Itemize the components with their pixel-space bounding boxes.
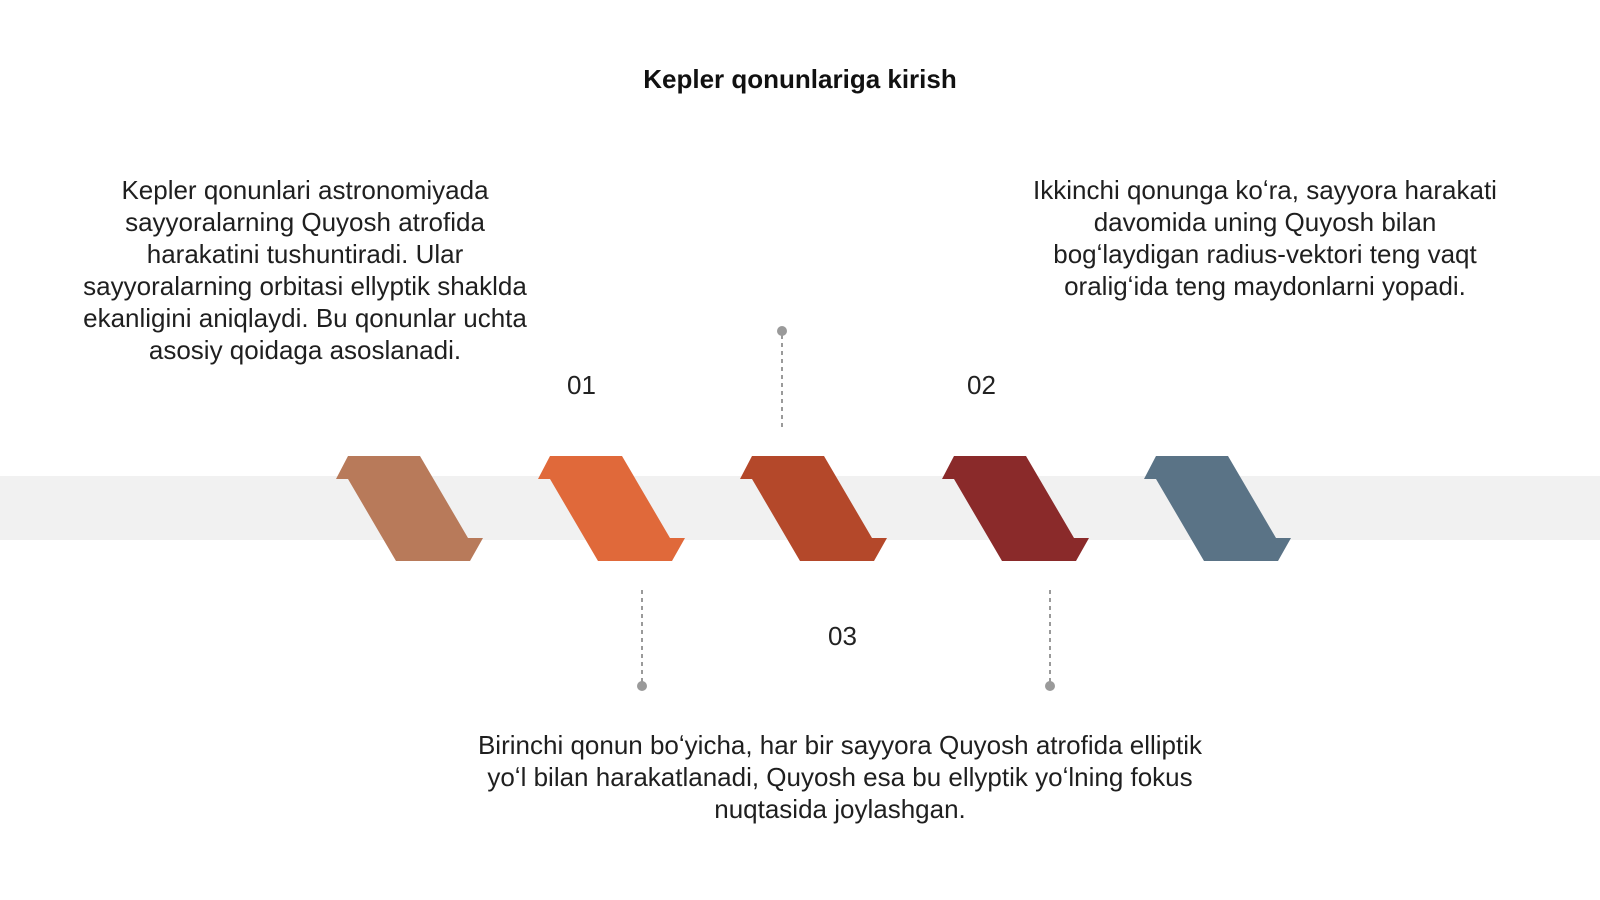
text-block-right: Ikkinchi qonunga koʻra, sayyora harakati davomida uning Quyosh bilan bogʻlaydigan radius-vektori teng vaqt oraligʻida teng maydonlarni yopadi. [1033,175,1497,301]
text-block-bottom: Birinchi qonun boʻyicha, har bir sayyora Quyosh atrofida elliptik yoʻl bilan harakatlanadi, Quyosh esa bu ellyptik yoʻlning fokus nuqtasida joylashgan. [477,730,1203,824]
chevron-3 [740,456,887,561]
connector-bottom-right [1045,590,1055,691]
text-block-left: Kepler qonunlari astronomiyada sayyoralarning Quyosh atrofida harakatini tushuntiradi. Ular sayyoralarning orbitasi ellyptik shaklda ekanligini aniqlaydi. Bu qonunlar uchta asosiy qoidaga asoslanadi. [83,175,527,365]
chevron-4 [942,456,1089,561]
connector-top [777,326,787,430]
chevron-row [336,456,1291,561]
connector-bottom-left-dot [637,681,647,691]
connector-top-dot [777,326,787,336]
connector-bottom-left [637,590,647,691]
slide-title: Kepler qonunlariga kirish [643,64,957,94]
step-number-03: 03 [828,621,857,651]
step-number-01: 01 [567,370,596,400]
chevron-1 [336,456,483,561]
chevron-2 [538,456,685,561]
step-number-02: 02 [967,370,996,400]
connector-bottom-right-dot [1045,681,1055,691]
chevron-5 [1144,456,1291,561]
